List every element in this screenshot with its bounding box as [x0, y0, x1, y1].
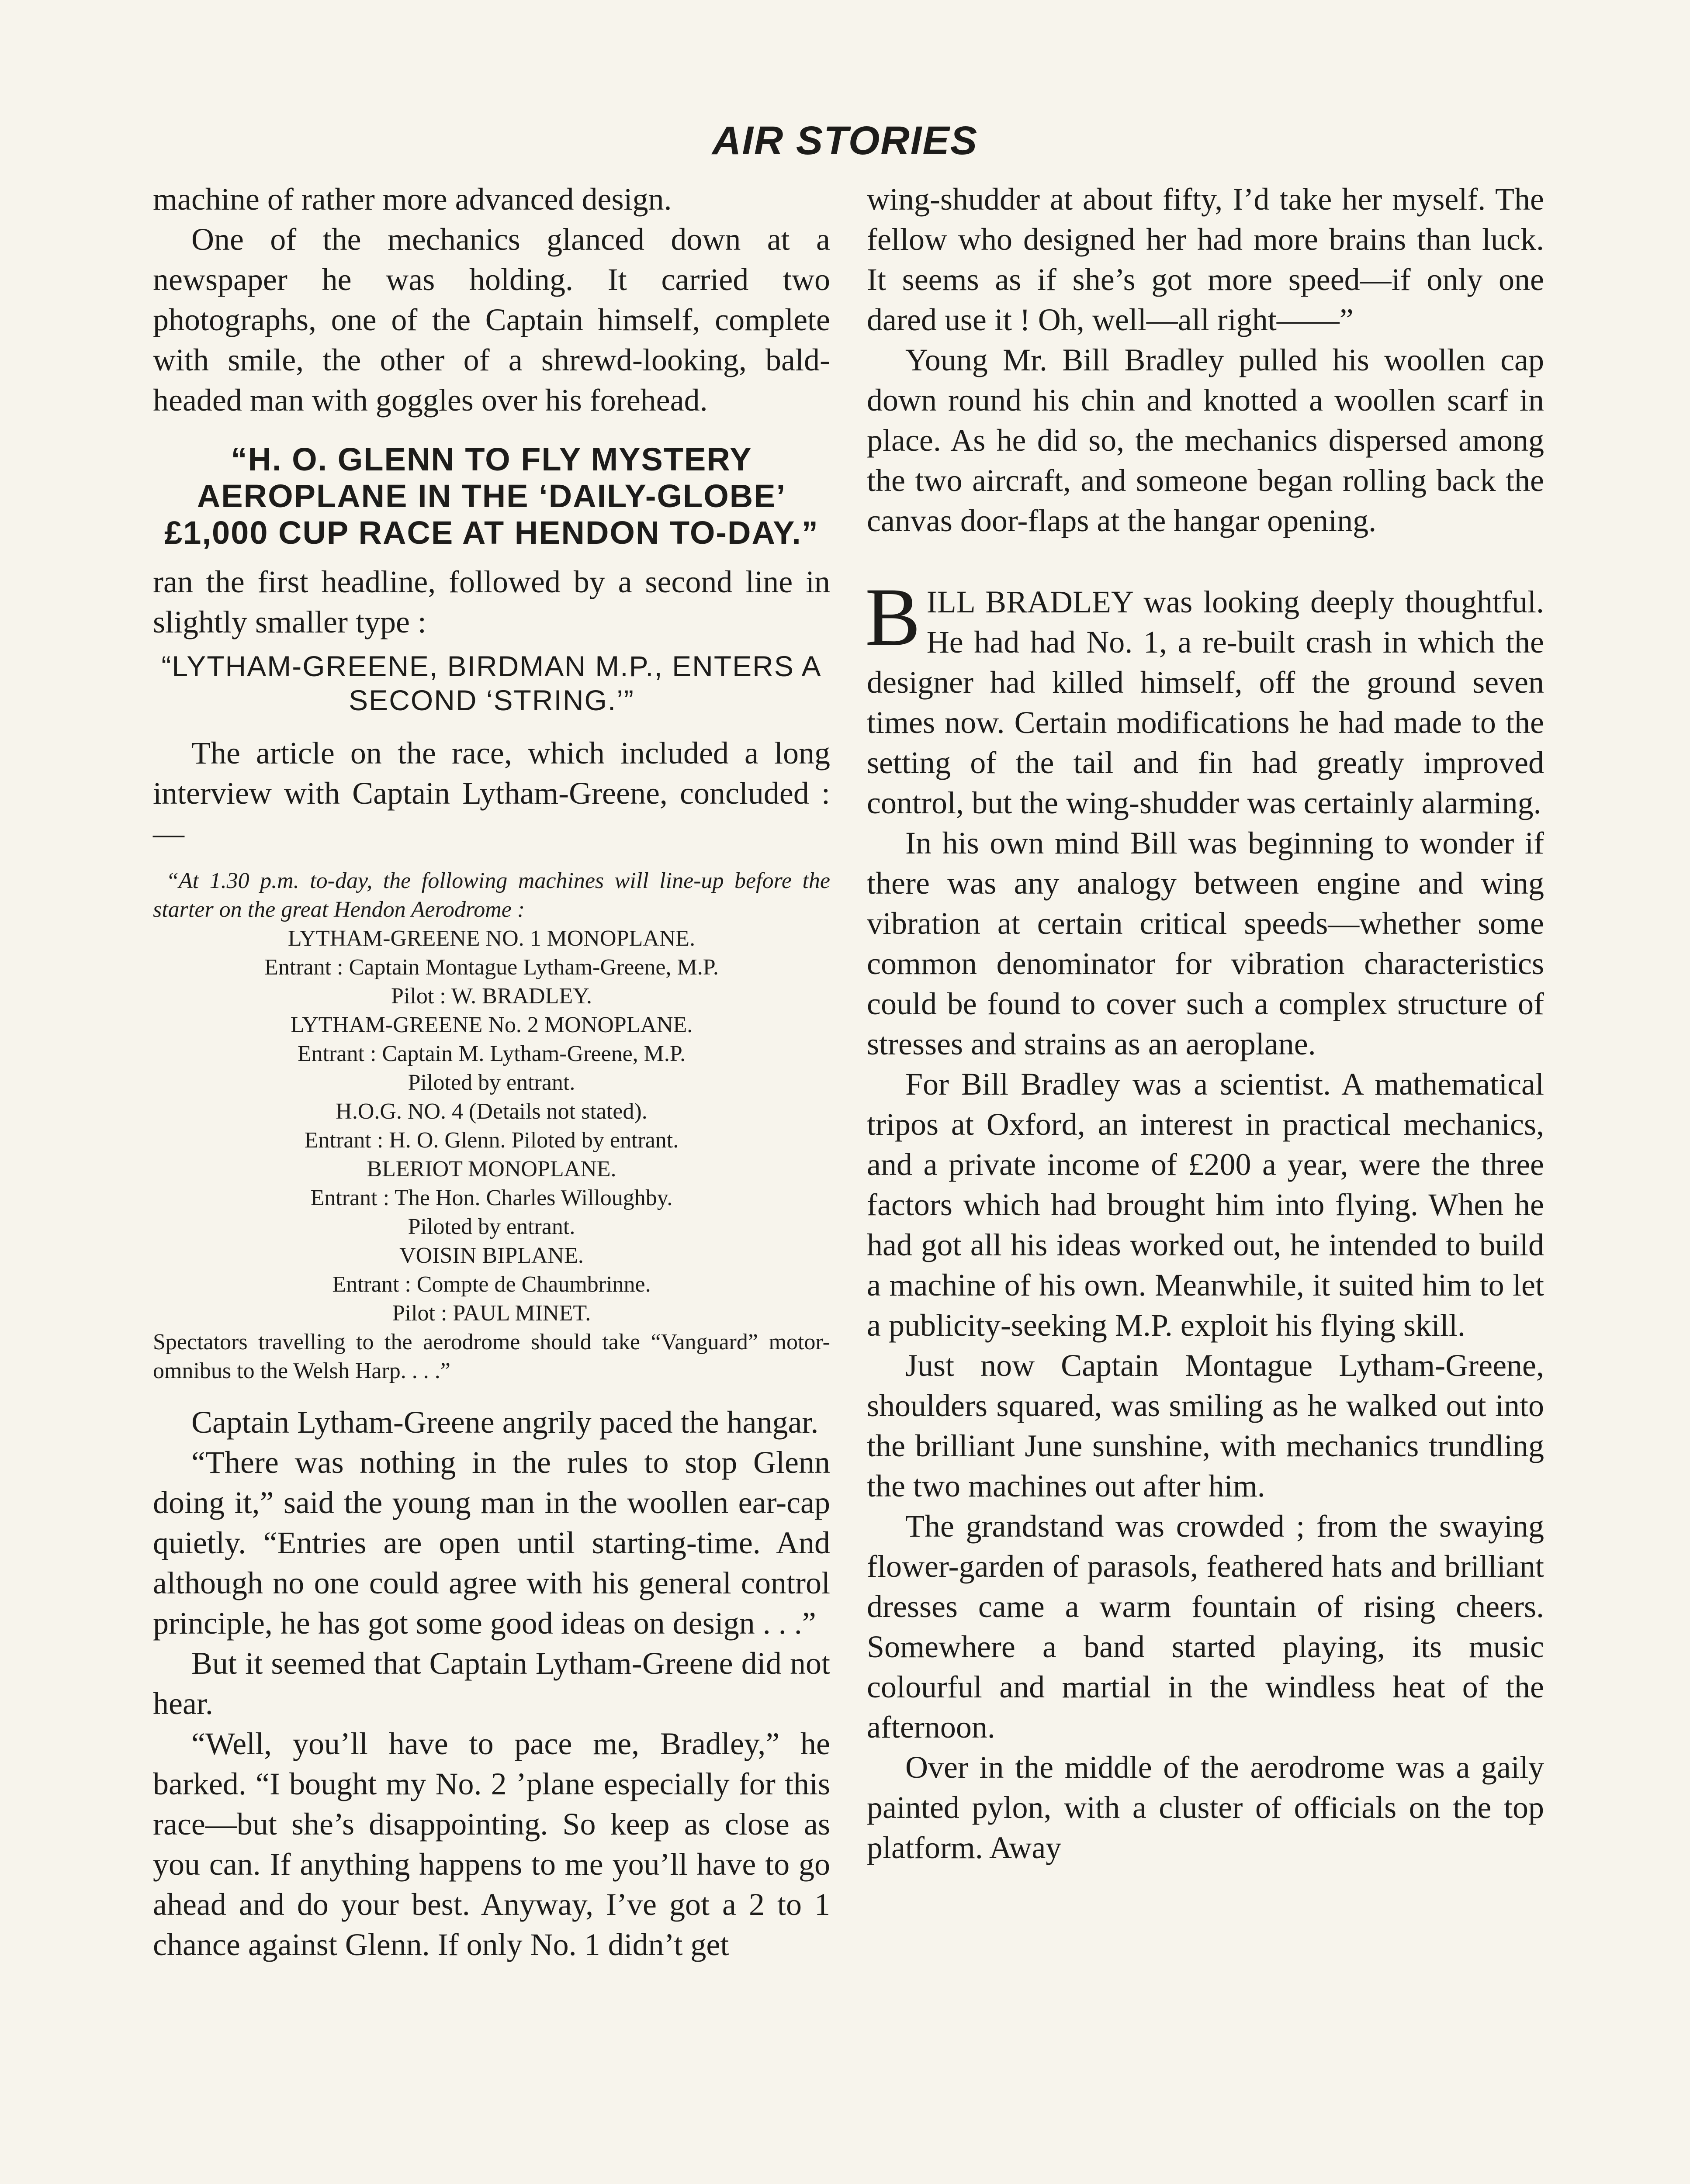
- notice-intro: “At 1.30 p.m. to-day, the following machines will line-up before the starter on the great Hendon Aerodrome :: [153, 868, 830, 922]
- race-entry-notice: [153, 867, 830, 1386]
- page-title: AIR STORIES: [712, 118, 978, 163]
- right-column: [867, 179, 1544, 1868]
- section-opening-paragraph: [865, 571, 1544, 823]
- notice-line: Pilot : W. BRADLEY.: [391, 984, 592, 1009]
- paragraph: machine of rather more advanced design.: [153, 182, 672, 217]
- newspaper-headline: “H. O. GLENN TO FLY MYSTERY AEROPLANE IN THE ‘DAILY-GLOBE’ £1,000 CUP RACE AT HENDON TO-DAY.”: [164, 441, 819, 551]
- notice-line: Entrant : Captain Montague Lytham-Greene, M.P.: [264, 955, 719, 980]
- notice-line: Entrant : Captain M. Lytham-Greene, M.P.: [297, 1041, 686, 1066]
- notice-line: Piloted by entrant.: [408, 1070, 575, 1095]
- notice-line: Entrant : The Hon. Charles Willoughby.: [310, 1185, 673, 1210]
- notice-line: Piloted by entrant.: [408, 1214, 575, 1239]
- notice-line: LYTHAM-GREENE No. 2 MONOPLANE.: [290, 1013, 693, 1037]
- notice-line: Pilot : PAUL MINET.: [392, 1301, 591, 1326]
- notice-line: Entrant : H. O. Glenn. Piloted by entrant.: [304, 1128, 679, 1153]
- paragraph: Over in the middle of the aerodrome was a gaily painted pylon, with a cluster of officials on the top platform. Away: [867, 1750, 1544, 1865]
- notice-line: VOISIN BIPLANE.: [399, 1243, 584, 1268]
- paragraph: For Bill Bradley was a scientist. A mathematical tripos at Oxford, an interest in practical mechanics, and a private income of £200 a year, were the three factors which had brought him into flying. When he had got all his ideas worked out, he intended to build a machine of his own. Meanwhile, it suited him to let a publicity-seeking M.P. exploit his flying skill.: [867, 1067, 1544, 1343]
- paragraph: In his own mind Bill was beginning to wonder if there was any analogy between engine and wing vibration at certain critical speeds—whether some common denominator for vibration characteristics could be found to cover such a complex structure of stresses and strains as an aeroplane.: [867, 826, 1544, 1061]
- paragraph: ran the first headline, followed by a second line in slightly smaller type :: [153, 564, 830, 639]
- notice-line: Entrant : Compte de Chaumbrinne.: [332, 1272, 651, 1297]
- paragraph: But it seemed that Captain Lytham-Greene did not hear.: [153, 1646, 830, 1721]
- drop-cap: B: [865, 571, 921, 663]
- notice-line: H.O.G. NO. 4 (Details not stated).: [336, 1099, 648, 1124]
- left-column: [153, 179, 830, 1965]
- paragraph: wing-shudder at about fifty, I’d take her myself. The fellow who designed her had more brains than luck. It seems as if she’s got more speed—if only one dared use it ! Oh, well—all right——”: [867, 182, 1544, 337]
- newspaper-subheadline: “LYTHAM-GREENE, BIRDMAN M.P., ENTERS A SECOND ‘STRING.’”: [161, 650, 822, 716]
- paragraph: The grandstand was crowded ; from the swaying flower-garden of parasols, feathered hats and brilliant dresses came a warm fountain of rising cheers. Somewhere a band started playing, its music colourful and martial in the windless heat of the afternoon.: [867, 1509, 1544, 1745]
- notice-line: BLERIOT MONOPLANE.: [367, 1157, 616, 1182]
- paragraph: Young Mr. Bill Bradley pulled his woollen cap down round his chin and knotted a woollen scarf in place. As he did so, the mechanics dispersed among the two aircraft, and someone began rolling back the canvas door-flaps at the hangar opening.: [867, 342, 1544, 538]
- notice-line: LYTHAM-GREENE NO. 1 MONOPLANE.: [287, 926, 696, 951]
- section-opening-text: ILL BRADLEY was looking deeply thoughtful. He had had No. 1, a re-built crash in which the designer had killed himself, off the ground seven times now. Certain modifications he had made to the setting of the tail and fin had greatly improved control, but the wing-shudder was certainly alarming.: [867, 584, 1544, 820]
- paragraph: The article on the race, which included a long interview with Captain Lytham-Greene, concluded :—: [153, 736, 830, 851]
- paragraph: One of the mechanics glanced down at a newspaper he was holding. It carried two photographs, one of the Captain himself, complete with smile, the other of a shrewd-looking, bald-headed man with goggles over his forehead.: [153, 222, 830, 418]
- notice-footer: Spectators travelling to the aerodrome should take “Vanguard” motor-omnibus to the Welsh Harp. . . .”: [153, 1330, 830, 1383]
- paragraph: Just now Captain Montague Lytham-Greene, shoulders squared, was smiling as he walked out into the brilliant June sunshine, with mechanics trundling the two machines out after him.: [867, 1348, 1544, 1503]
- paragraph: Captain Lytham-Greene angrily paced the hangar.: [191, 1405, 819, 1440]
- paragraph: “Well, you’ll have to pace me, Bradley,” he barked. “I bought my No. 2 ’plane especially for this race—but she’s disappointing. So keep as close as you can. If anything happens to me you’ll have to go ahead and do your best. Anyway, I’ve got a 2 to 1 chance against Glenn. If only No. 1 didn’t get: [153, 1726, 830, 1962]
- paragraph: “There was nothing in the rules to stop Glenn doing it,” said the young man in the woollen ear-cap quietly. “Entries are open until starting-time. And although no one could agree with his general control principle, he has got some good ideas on design . . .”: [153, 1445, 830, 1641]
